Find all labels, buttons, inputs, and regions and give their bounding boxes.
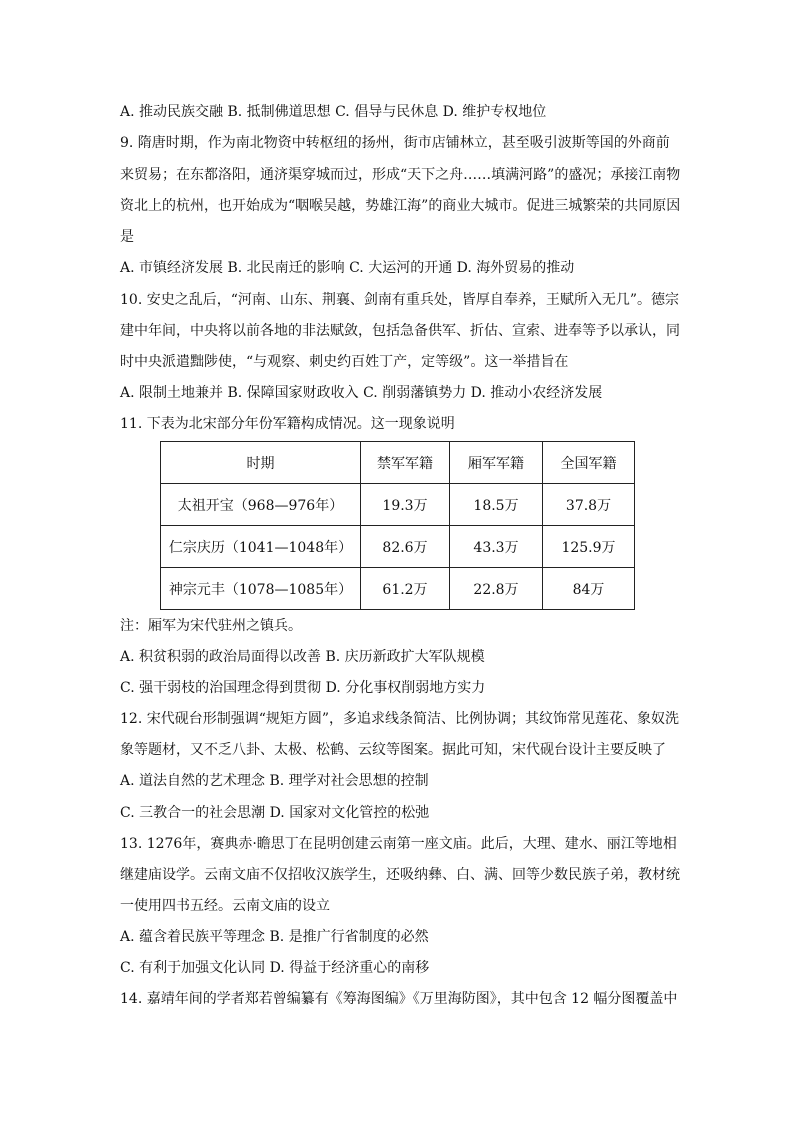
table-cell: 125.9万 xyxy=(543,526,635,568)
q9-line-2: 来贸易；在东都洛阳，通济渠穿城而过，形成“天下之舟……填满河路”的盛况；承接江南物 xyxy=(120,167,681,183)
q9-line-1: 9. 隋唐时期，作为南北物资中转枢纽的扬州，街市店铺林立，甚至吸引波斯等国的外商前 xyxy=(120,135,670,151)
table-header-cell: 时期 xyxy=(161,442,361,484)
table-header-cell: 全国军籍 xyxy=(543,442,635,484)
table-row xyxy=(161,568,635,610)
q11-intro: 11. 下表为北宋部分年份军籍构成情况。这一现象说明 xyxy=(120,416,455,432)
q12-option-line-2: C. 三教合一的社会思潮 D. 国家对文化管控的松弛 xyxy=(120,805,430,821)
q10-line-1: 10. 安史之乱后，“河南、山东、荆襄、剑南有重兵处，皆厚自奉养，王赋所入无几”。德宗 xyxy=(120,292,680,308)
table-header-cell: 禁军军籍 xyxy=(361,442,450,484)
q12-line-1: 12. 宋代砚台形制强调“规矩方圆”，多追求线条简洁、比例协调；其纹饰常见莲花、象奴洗 xyxy=(120,711,680,727)
q8-options: A. 推动民族交融 B. 抵制佛道思想 C. 倡导与民休息 D. 维护专权地位 xyxy=(120,104,547,120)
q11-note: 注：厢军为宋代驻州之镇兵。 xyxy=(120,618,302,634)
table-cell: 18.5万 xyxy=(450,484,543,526)
q13-line-3: 一使用四书五经。云南文庙的设立 xyxy=(120,898,330,914)
table-header-row xyxy=(161,442,635,484)
table-cell: 19.3万 xyxy=(361,484,450,526)
table-row xyxy=(161,526,635,568)
table-cell: 神宗元丰（1078—1085年） xyxy=(161,568,361,610)
q12-option-line-1: A. 道法自然的艺术理念 B. 理学对社会思想的控制 xyxy=(120,773,429,789)
q10-line-3: 时中央派遣黜陟使，“与观察、刺史约百姓丁产，定等级”。这一举措旨在 xyxy=(120,354,569,370)
table-cell: 22.8万 xyxy=(450,568,543,610)
q12-line-2: 象等题材，又不乏八卦、太极、松鹤、云纹等图案。据此可知，宋代砚台设计主要反映了 xyxy=(120,742,666,758)
table-row xyxy=(161,484,635,526)
q9-options: A. 市镇经济发展 B. 北民南迁的影响 C. 大运河的开通 D. 海外贸易的推动 xyxy=(120,260,575,276)
table-cell: 61.2万 xyxy=(361,568,450,610)
q11-option-line-2: C. 强干弱枝的治国理念得到贯彻 D. 分化事权削弱地方实力 xyxy=(120,680,486,696)
q13-line-2: 继建庙设学。云南文庙不仅招收汉族学生，还吸纳彝、白、满、回等少数民族子弟，教材统 xyxy=(120,867,680,883)
q13-option-line-2: C. 有利于加强文化认同 D. 得益于经济重心的南移 xyxy=(120,960,430,976)
table-cell: 仁宗庆历（1041—1048年） xyxy=(161,526,361,568)
table-cell: 82.6万 xyxy=(361,526,450,568)
q13-line-1: 13. 1276年，赛典赤·瞻思丁在昆明创建云南第一座文庙。此后，大理、建水、丽江等地相 xyxy=(120,836,677,852)
table-cell: 43.3万 xyxy=(450,526,543,568)
q14-line-1: 14. 嘉靖年间的学者郑若曾编纂有《筹海图编》《万里海防图》，其中包含 12 幅分图覆盖中 xyxy=(120,991,678,1007)
table-cell: 84万 xyxy=(543,568,635,610)
q10-line-2: 建中年间，中央将以前各地的非法赋敛，包括急备供军、折估、宣索、进奉等予以承认，同 xyxy=(120,323,680,339)
q9-line-3: 资北上的杭州，也开始成为“咽喉吴越，势雄江海”的商业大城市。促进三城繁荣的共同原因 xyxy=(120,198,681,214)
q13-option-line-1: A. 蕴含着民族平等理念 B. 是推广行省制度的必然 xyxy=(120,929,429,945)
table-cell: 37.8万 xyxy=(543,484,635,526)
table-cell: 太祖开宝（968—976年） xyxy=(161,484,361,526)
q9-line-4: 是 xyxy=(120,229,134,245)
table-header-cell: 厢军军籍 xyxy=(450,442,543,484)
q11-option-line-1: A. 积贫积弱的政治局面得以改善 B. 庆历新政扩大军队规模 xyxy=(120,649,485,665)
military-registry-table xyxy=(160,441,635,610)
q10-options: A. 限制土地兼并 B. 保障国家财政收入 C. 削弱藩镇势力 D. 推动小农经济发展 xyxy=(120,385,603,401)
